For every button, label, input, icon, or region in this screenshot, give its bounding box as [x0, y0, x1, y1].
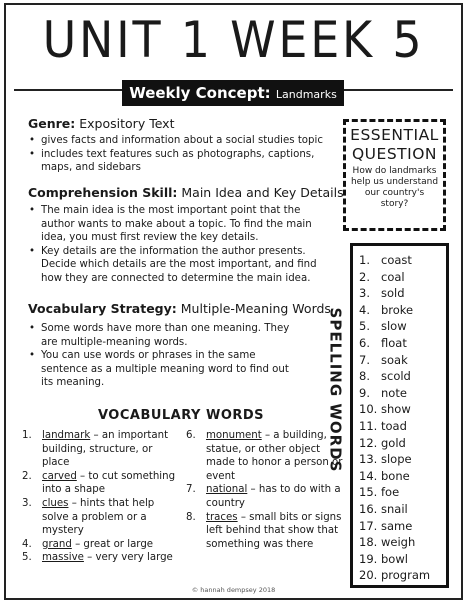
list-item: • Key details are the information the author presents. Decide which details are the most important, and find how they are connected to determine the main idea.: [28, 245, 332, 286]
spelling-word-number: 9.: [359, 385, 370, 400]
spelling-word: slope: [381, 452, 412, 467]
genre-heading: [28, 116, 174, 131]
list-item: • The main idea is the most important point that the author wants to make about a topic. To find the main idea, you must first review the key details.: [28, 204, 332, 245]
spelling-word-item: [359, 534, 446, 551]
spelling-words-label-text: SPELLING WORDS: [326, 307, 344, 473]
copyright-notice: © hannah dempsey 2018: [191, 586, 276, 594]
spelling-word-item: [359, 269, 446, 286]
vocabulary-number: 7.: [186, 484, 196, 496]
spelling-word-number: 10.: [359, 402, 378, 417]
spelling-word-item: [359, 252, 446, 269]
spelling-word-item: [359, 385, 446, 402]
spelling-word: gold: [381, 435, 406, 450]
spelling-word-item: [359, 418, 446, 435]
spelling-words-box: [350, 243, 449, 588]
spelling-word-number: 3.: [359, 286, 370, 301]
spelling-word-item: [359, 551, 446, 568]
spelling-word-number: 11.: [359, 418, 378, 433]
weekly-concept-banner: [122, 80, 344, 106]
vocab-strategy-bullets: [28, 322, 304, 390]
vocabulary-definition: – hints that help solve a problem or a mystery: [42, 497, 155, 537]
vocabulary-word: landmark: [42, 430, 91, 441]
comprehension-heading: [28, 185, 344, 200]
essential-question-title-line1: ESSENTIAL: [350, 126, 439, 144]
vocabulary-definition: – great or large: [71, 538, 154, 550]
spelling-word-item: [359, 285, 446, 302]
spelling-word: foe: [381, 485, 400, 500]
spelling-word-number: 16.: [359, 501, 378, 516]
spelling-word: coast: [381, 253, 412, 267]
spelling-word: weigh: [381, 535, 416, 550]
essential-question-title-line2: QUESTION: [351, 145, 437, 163]
genre-value: Expository Text: [79, 116, 175, 131]
genre-label: Genre:: [28, 116, 76, 131]
vocabulary-number: 8.: [186, 511, 196, 523]
spelling-word: note: [381, 385, 407, 400]
comprehension-bullets: [28, 204, 332, 286]
vocabulary-item: [22, 538, 182, 552]
spelling-word-item: [359, 501, 446, 518]
spelling-word-item: [359, 335, 446, 352]
spelling-word: bowl: [381, 551, 408, 566]
spelling-word-item: [359, 318, 446, 335]
vocabulary-word: massive: [42, 552, 84, 564]
spelling-word-number: 4.: [359, 302, 370, 317]
vocabulary-number: 5.: [22, 552, 32, 564]
vocabulary-number: 3.: [22, 497, 32, 509]
vocabulary-definition: – a building, statue, or other object made to honor a person or event: [206, 430, 343, 482]
spelling-word-number: 5.: [359, 319, 370, 334]
comprehension-value: Main Idea and Key Details: [181, 185, 344, 200]
spelling-word: bone: [381, 468, 410, 483]
spelling-word-number: 14.: [359, 468, 378, 483]
vocab-strategy-heading: [28, 301, 331, 316]
spelling-word-item: [359, 468, 446, 485]
vocabulary-number: 2.: [22, 470, 32, 482]
spelling-word: toad: [381, 418, 407, 433]
spelling-word-number: 6.: [359, 335, 370, 350]
vocab-strategy-label: Vocabulary Strategy:: [28, 301, 177, 316]
page-title: UNIT 1 WEEK 5: [42, 11, 425, 69]
spelling-word-item: [359, 484, 446, 501]
vocabulary-list-left: [22, 429, 182, 565]
spelling-word-item: [359, 567, 446, 584]
vocabulary-item: [186, 429, 348, 483]
spelling-word-item: [359, 518, 446, 535]
spelling-word: soak: [381, 352, 408, 367]
spelling-word-item: [359, 302, 446, 319]
vocabulary-words-title: VOCABULARY WORDS: [97, 408, 265, 423]
vocabulary-definition: – very very large: [83, 552, 173, 564]
spelling-word-number: 13.: [359, 452, 378, 467]
spelling-word-item: [359, 352, 446, 369]
vocabulary-number: 6.: [186, 430, 196, 441]
list-item: • You can use words or phrases in the same sentence as a multiple meaning word to find out its meaning.: [28, 349, 304, 390]
vocab-strategy-value: Multiple-Meaning Words: [180, 301, 331, 316]
spelling-word-number: 20.: [359, 568, 378, 583]
vocabulary-definition: – small bits or signs left behind that show that something was there: [206, 511, 342, 550]
vocabulary-definition: – to cut something into a shape: [42, 470, 176, 496]
essential-question-title: [346, 126, 443, 164]
spelling-word: snail: [381, 501, 408, 516]
spelling-word: program: [381, 568, 431, 583]
spelling-word: same: [381, 518, 413, 533]
spelling-word-number: 7.: [359, 352, 370, 367]
vocabulary-word: national: [206, 484, 248, 496]
vocabulary-number: 1.: [22, 430, 32, 441]
vocabulary-word: carved: [42, 470, 77, 482]
essential-question-box: [343, 119, 446, 231]
spelling-word-number: 18.: [359, 535, 378, 550]
essential-question-text: How do landmarks help us understand our country's story?: [350, 166, 439, 209]
spelling-word: sold: [381, 286, 405, 301]
comprehension-label: Comprehension Skill:: [28, 185, 178, 200]
vocabulary-word: grand: [42, 538, 72, 550]
worksheet-page: [4, 3, 463, 600]
spelling-word: scold: [381, 369, 411, 384]
spelling-word: broke: [381, 302, 414, 317]
spelling-list: [353, 246, 446, 584]
spelling-word-item: [359, 368, 446, 385]
list-item: • includes text features such as photographs, captions, maps, and sidebars: [28, 148, 340, 175]
spelling-word-item: [359, 401, 446, 418]
weekly-concept-label: Weekly Concept:: [129, 84, 271, 102]
spelling-word-number: 12.: [359, 435, 378, 450]
genre-bullets: [28, 134, 340, 175]
vocabulary-word: monument: [206, 430, 262, 441]
spelling-word: show: [381, 402, 411, 417]
vocabulary-definition: – an important building, structure, or place: [42, 430, 169, 469]
spelling-word-number: 17.: [359, 518, 378, 533]
weekly-concept-value: Landmarks: [275, 88, 337, 101]
spelling-word-item: [359, 451, 446, 468]
spelling-word: float: [381, 335, 407, 350]
vocabulary-item: [22, 497, 182, 538]
vocabulary-item: [22, 551, 182, 565]
spelling-word-number: 1.: [359, 253, 370, 267]
spelling-word-number: 8.: [359, 369, 370, 384]
spelling-word: coal: [381, 269, 405, 284]
vocabulary-list-right: [186, 429, 348, 551]
vocabulary-item: [22, 429, 182, 470]
spelling-word-item: [359, 435, 446, 452]
vocabulary-item: [186, 483, 348, 510]
vocabulary-item: [22, 470, 182, 497]
spelling-word-number: 15.: [359, 485, 378, 500]
spelling-word-number: 19.: [359, 551, 378, 566]
vocabulary-number: 4.: [22, 538, 32, 550]
spelling-word-number: 2.: [359, 269, 370, 284]
list-item: • gives facts and information about a social studies topic: [28, 134, 340, 148]
list-item: • Some words have more than one meaning. They are multiple-meaning words.: [28, 322, 304, 349]
vocabulary-item: [186, 511, 348, 552]
vocabulary-word: traces: [206, 511, 238, 523]
vocabulary-word: clues: [42, 497, 69, 509]
spelling-word: slow: [381, 319, 407, 334]
vocabulary-definition: – has to do with a country: [206, 484, 341, 509]
